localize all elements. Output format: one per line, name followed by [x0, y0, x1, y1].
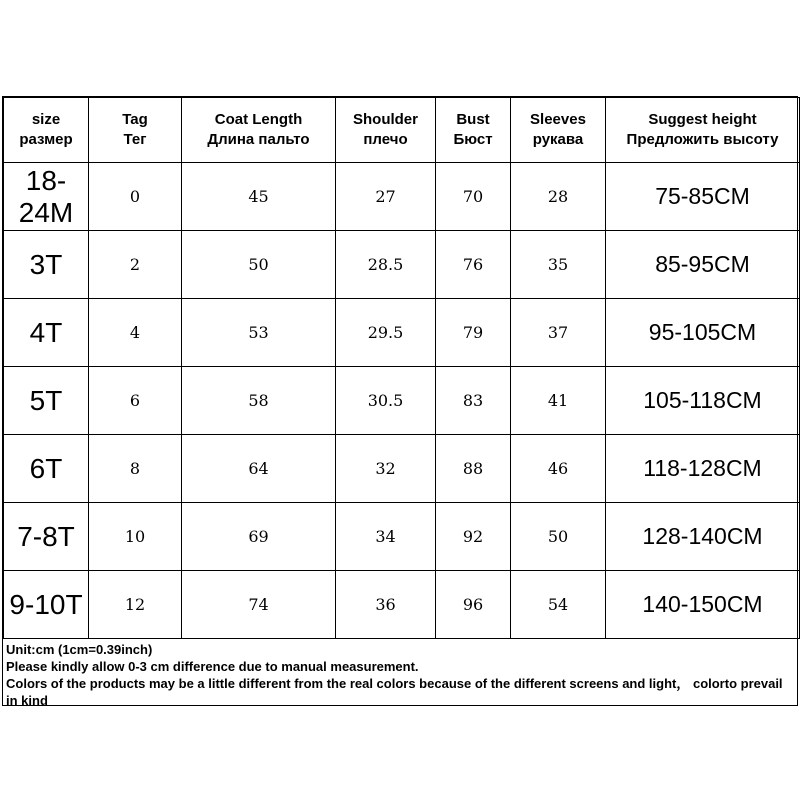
cell-shoulder: 30.5 — [336, 367, 436, 435]
size-chart — [2, 96, 798, 706]
cell-sleeves: 28 — [511, 163, 606, 231]
cell-sleeves: 37 — [511, 299, 606, 367]
cell-size: 6T — [4, 435, 89, 503]
cell-bust: 76 — [436, 231, 511, 299]
table-row — [4, 435, 800, 503]
header-sleeves: Sleeves рукава — [511, 98, 606, 163]
cell-sleeves: 35 — [511, 231, 606, 299]
cell-size: 5T — [4, 367, 89, 435]
header-coat-length: Coat Length Длина пальто — [182, 98, 336, 163]
cell-tag: 6 — [89, 367, 182, 435]
cell-sleeves: 50 — [511, 503, 606, 571]
notes-section — [3, 639, 797, 708]
cell-sleeves: 54 — [511, 571, 606, 639]
cell-suggest-height: 128-140CM — [606, 503, 800, 571]
note-colors: Colors of the products may be a little different from the real colors because of the different screens and light， colorto prevail in kind — [6, 676, 783, 708]
cell-suggest-height: 95-105CM — [606, 299, 800, 367]
table-row — [4, 571, 800, 639]
cell-bust: 83 — [436, 367, 511, 435]
table-row — [4, 367, 800, 435]
cell-coat-length: 69 — [182, 503, 336, 571]
cell-bust: 96 — [436, 571, 511, 639]
cell-bust: 70 — [436, 163, 511, 231]
cell-suggest-height: 85-95CM — [606, 231, 800, 299]
cell-size: 3T — [4, 231, 89, 299]
cell-bust: 88 — [436, 435, 511, 503]
cell-shoulder: 28.5 — [336, 231, 436, 299]
cell-coat-length: 74 — [182, 571, 336, 639]
header-row — [4, 98, 800, 163]
header-tag: Tag Тег — [89, 98, 182, 163]
cell-suggest-height: 118-128CM — [606, 435, 800, 503]
cell-shoulder: 32 — [336, 435, 436, 503]
cell-tag: 0 — [89, 163, 182, 231]
cell-tag: 2 — [89, 231, 182, 299]
header-shoulder: Shoulder плечо — [336, 98, 436, 163]
cell-bust: 92 — [436, 503, 511, 571]
cell-bust: 79 — [436, 299, 511, 367]
cell-tag: 10 — [89, 503, 182, 571]
cell-coat-length: 45 — [182, 163, 336, 231]
cell-coat-length: 58 — [182, 367, 336, 435]
table-row — [4, 299, 800, 367]
cell-sleeves: 46 — [511, 435, 606, 503]
cell-shoulder: 34 — [336, 503, 436, 571]
table-row — [4, 231, 800, 299]
cell-size: 18-24M — [4, 163, 89, 231]
header-size: size размер — [4, 98, 89, 163]
cell-coat-length: 50 — [182, 231, 336, 299]
cell-shoulder: 36 — [336, 571, 436, 639]
cell-tag: 4 — [89, 299, 182, 367]
note-measurement: Please kindly allow 0-3 cm difference due to manual measurement. — [6, 659, 419, 674]
cell-shoulder: 29.5 — [336, 299, 436, 367]
header-bust: Bust Бюст — [436, 98, 511, 163]
table-row — [4, 503, 800, 571]
note-unit: Unit:cm (1cm=0.39inch) — [6, 642, 153, 657]
cell-tag: 12 — [89, 571, 182, 639]
cell-suggest-height: 105-118CM — [606, 367, 800, 435]
cell-size: 7-8T — [4, 503, 89, 571]
cell-suggest-height: 140-150CM — [606, 571, 800, 639]
cell-suggest-height: 75-85CM — [606, 163, 800, 231]
table-row — [4, 163, 800, 231]
cell-shoulder: 27 — [336, 163, 436, 231]
size-table — [3, 97, 800, 639]
cell-sleeves: 41 — [511, 367, 606, 435]
cell-tag: 8 — [89, 435, 182, 503]
cell-size: 4T — [4, 299, 89, 367]
cell-coat-length: 64 — [182, 435, 336, 503]
cell-size: 9-10T — [4, 571, 89, 639]
header-suggest-height: Suggest height Предложить высоту — [606, 98, 800, 163]
cell-coat-length: 53 — [182, 299, 336, 367]
